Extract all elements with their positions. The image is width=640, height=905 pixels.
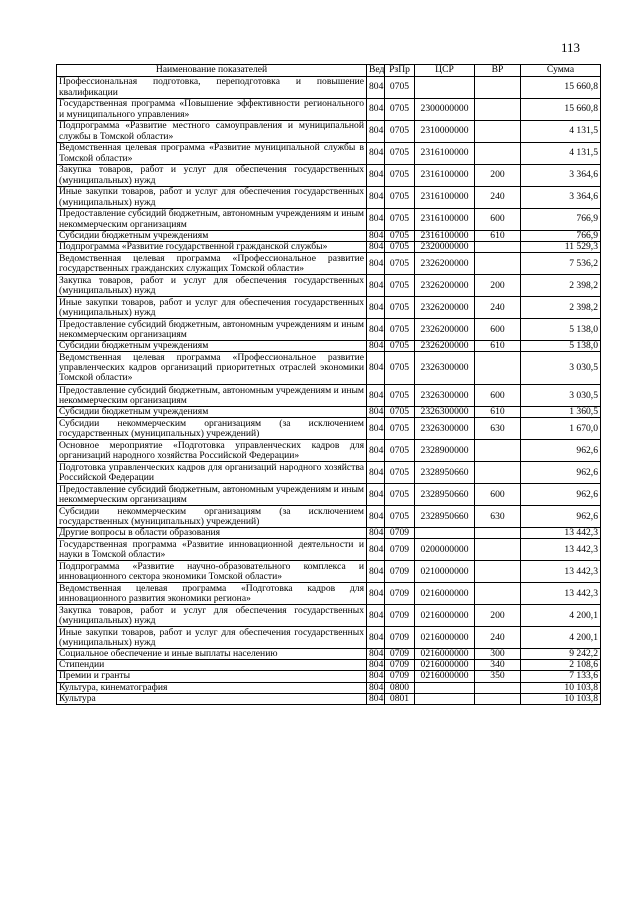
cell-ved: 804	[367, 297, 385, 319]
cell-sum: 13 442,3	[521, 561, 601, 583]
cell-vr	[475, 352, 521, 385]
cell-csr: 2326200000	[415, 275, 475, 297]
table-row	[57, 352, 601, 385]
cell-name: Предоставление субсидий бюджетным, автономным учреждениям и иным некоммерческим организациям	[57, 385, 367, 407]
cell-vr: 200	[475, 605, 521, 627]
cell-ved: 804	[367, 671, 385, 682]
cell-sum: 11 529,3	[521, 242, 601, 253]
cell-rzpr: 0709	[385, 627, 415, 649]
cell-ved: 804	[367, 275, 385, 297]
cell-name: Государственная программа «Развитие инновационной деятельности и науки в Томской области»	[57, 539, 367, 561]
cell-csr: 0216000000	[415, 671, 475, 682]
cell-csr: 2300000000	[415, 99, 475, 121]
cell-name: Профессиональная подготовка, переподготовка и повышение квалификации	[57, 77, 367, 99]
cell-vr: 630	[475, 506, 521, 528]
cell-sum: 13 442,3	[521, 528, 601, 539]
cell-sum: 4 200,1	[521, 627, 601, 649]
cell-vr: 300	[475, 649, 521, 660]
cell-ved: 804	[367, 341, 385, 352]
cell-ved: 804	[367, 660, 385, 671]
cell-sum: 2 398,2	[521, 275, 601, 297]
cell-name: Предоставление субсидий бюджетным, автономным учреждениям и иным некоммерческим организациям	[57, 484, 367, 506]
cell-csr: 2326300000	[415, 418, 475, 440]
table-row	[57, 605, 601, 627]
header-sum: Сумма	[521, 65, 601, 77]
cell-rzpr: 0709	[385, 660, 415, 671]
cell-vr: 600	[475, 385, 521, 407]
table-row	[57, 99, 601, 121]
cell-vr	[475, 121, 521, 143]
cell-vr: 610	[475, 341, 521, 352]
cell-rzpr: 0709	[385, 649, 415, 660]
cell-sum: 7 133,6	[521, 671, 601, 682]
cell-name: Ведомственная целевая программа «Профессиональное развитие управленческих кадров организаций приоритетных отраслей экономики Томской области»	[57, 352, 367, 385]
cell-ved: 804	[367, 506, 385, 528]
cell-name: Ведомственная целевая программа «Профессиональное развитие государственных гражданских служащих Томской области»	[57, 253, 367, 275]
table-body	[57, 77, 601, 705]
cell-name: Стипендии	[57, 660, 367, 671]
cell-sum: 962,6	[521, 484, 601, 506]
cell-rzpr: 0705	[385, 341, 415, 352]
cell-name: Подпрограмма «Развитие научно-образовательного комплекса и инновационного сектора экономики Томской области»	[57, 561, 367, 583]
cell-sum: 3 030,5	[521, 352, 601, 385]
table-row	[57, 561, 601, 583]
table-row	[57, 242, 601, 253]
cell-sum: 2 398,2	[521, 297, 601, 319]
cell-vr: 610	[475, 231, 521, 242]
table-row	[57, 253, 601, 275]
cell-ved: 804	[367, 165, 385, 187]
cell-ved: 804	[367, 649, 385, 660]
table-row	[57, 660, 601, 671]
cell-ved: 804	[367, 143, 385, 165]
table-row	[57, 418, 601, 440]
cell-name: Субсидии бюджетным учреждениям	[57, 231, 367, 242]
cell-name: Закупка товаров, работ и услуг для обеспечения государственных (муниципальных) нужд	[57, 165, 367, 187]
header-vr: ВР	[475, 65, 521, 77]
cell-sum: 1 670,0	[521, 418, 601, 440]
cell-sum: 7 536,2	[521, 253, 601, 275]
cell-name: Субсидии некоммерческим организациям (за исключением государственных (муниципальных) учреждений)	[57, 506, 367, 528]
table-row	[57, 484, 601, 506]
cell-vr	[475, 561, 521, 583]
cell-vr	[475, 242, 521, 253]
cell-rzpr: 0705	[385, 319, 415, 341]
cell-sum: 3 364,6	[521, 187, 601, 209]
cell-ved: 804	[367, 121, 385, 143]
cell-vr: 340	[475, 660, 521, 671]
cell-rzpr: 0705	[385, 440, 415, 462]
cell-sum: 962,6	[521, 462, 601, 484]
cell-name: Культура	[57, 693, 367, 704]
cell-name: Социальное обеспечение и иные выплаты населению	[57, 649, 367, 660]
cell-vr	[475, 99, 521, 121]
cell-sum: 5 138,0	[521, 319, 601, 341]
cell-csr: 2328950660	[415, 506, 475, 528]
cell-name: Подпрограмма «Развитие государственной гражданской службы»	[57, 242, 367, 253]
table-row	[57, 297, 601, 319]
cell-csr: 2320000000	[415, 242, 475, 253]
cell-name: Ведомственная целевая программа «Подготовка кадров для инновационного развития экономики региона»	[57, 583, 367, 605]
cell-vr: 240	[475, 297, 521, 319]
cell-rzpr: 0705	[385, 253, 415, 275]
cell-csr: 0200000000	[415, 539, 475, 561]
cell-ved: 804	[367, 385, 385, 407]
cell-rzpr: 0801	[385, 693, 415, 704]
cell-vr	[475, 462, 521, 484]
cell-ved: 804	[367, 253, 385, 275]
cell-sum: 10 103,8	[521, 682, 601, 693]
cell-name: Иные закупки товаров, работ и услуг для обеспечения государственных (муниципальных) нужд	[57, 297, 367, 319]
cell-csr: 2316100000	[415, 165, 475, 187]
cell-csr: 2326300000	[415, 385, 475, 407]
cell-name: Предоставление субсидий бюджетным, автономным учреждениям и иным некоммерческим организациям	[57, 319, 367, 341]
cell-vr: 600	[475, 209, 521, 231]
table-row	[57, 671, 601, 682]
cell-rzpr: 0705	[385, 121, 415, 143]
cell-rzpr: 0705	[385, 352, 415, 385]
cell-vr: 200	[475, 165, 521, 187]
table-row	[57, 539, 601, 561]
cell-vr: 610	[475, 407, 521, 418]
cell-csr: 2316100000	[415, 187, 475, 209]
table-row	[57, 187, 601, 209]
cell-ved: 804	[367, 539, 385, 561]
cell-ved: 804	[367, 352, 385, 385]
cell-rzpr: 0705	[385, 165, 415, 187]
table-row	[57, 143, 601, 165]
table-row	[57, 462, 601, 484]
cell-rzpr: 0705	[385, 506, 415, 528]
cell-csr: 2326200000	[415, 253, 475, 275]
cell-name: Культура, кинематография	[57, 682, 367, 693]
cell-csr: 0216000000	[415, 627, 475, 649]
cell-sum: 2 108,6	[521, 660, 601, 671]
cell-sum: 13 442,3	[521, 539, 601, 561]
table-row	[57, 693, 601, 704]
table-row	[57, 121, 601, 143]
cell-sum: 5 138,0	[521, 341, 601, 352]
cell-name: Основное мероприятие «Подготовка управленческих кадров для организаций народного хозяйства Российской Федерации»	[57, 440, 367, 462]
header-csr: ЦСР	[415, 65, 475, 77]
cell-vr	[475, 528, 521, 539]
cell-name: Подпрограмма «Развитие местного самоуправления и муниципальной службы в Томской области»	[57, 121, 367, 143]
cell-sum: 1 360,5	[521, 407, 601, 418]
cell-vr	[475, 583, 521, 605]
cell-csr	[415, 528, 475, 539]
cell-rzpr: 0705	[385, 77, 415, 99]
cell-rzpr: 0705	[385, 484, 415, 506]
cell-ved: 804	[367, 583, 385, 605]
cell-name: Субсидии бюджетным учреждениям	[57, 407, 367, 418]
cell-vr: 600	[475, 484, 521, 506]
cell-csr: 2326300000	[415, 352, 475, 385]
cell-csr: 2310000000	[415, 121, 475, 143]
budget-table	[56, 64, 601, 705]
cell-vr: 600	[475, 319, 521, 341]
table-row	[57, 77, 601, 99]
cell-csr: 0216000000	[415, 660, 475, 671]
cell-rzpr: 0705	[385, 297, 415, 319]
table-row	[57, 506, 601, 528]
cell-sum: 766,9	[521, 231, 601, 242]
cell-ved: 804	[367, 77, 385, 99]
cell-name: Иные закупки товаров, работ и услуг для обеспечения государственных (муниципальных) нужд	[57, 627, 367, 649]
cell-csr: 0216000000	[415, 649, 475, 660]
cell-name: Государственная программа «Повышение эффективности регионального и муниципального управления»	[57, 99, 367, 121]
table-row	[57, 165, 601, 187]
cell-ved: 804	[367, 484, 385, 506]
header-rzpr: РзПр	[385, 65, 415, 77]
cell-name: Предоставление субсидий бюджетным, автономным учреждениям и иным некоммерческим организациям	[57, 209, 367, 231]
table-row	[57, 319, 601, 341]
cell-name: Субсидии бюджетным учреждениям	[57, 341, 367, 352]
cell-sum: 962,6	[521, 440, 601, 462]
table-row	[57, 209, 601, 231]
cell-ved: 804	[367, 682, 385, 693]
cell-ved: 804	[367, 99, 385, 121]
table-row	[57, 275, 601, 297]
cell-rzpr: 0705	[385, 231, 415, 242]
cell-rzpr: 0705	[385, 99, 415, 121]
cell-sum: 4 131,5	[521, 121, 601, 143]
cell-csr: 2326200000	[415, 297, 475, 319]
cell-ved: 804	[367, 231, 385, 242]
cell-rzpr: 0705	[385, 242, 415, 253]
cell-vr	[475, 693, 521, 704]
cell-vr: 350	[475, 671, 521, 682]
table-row	[57, 231, 601, 242]
cell-ved: 804	[367, 209, 385, 231]
cell-name: Закупка товаров, работ и услуг для обеспечения государственных (муниципальных) нужд	[57, 275, 367, 297]
cell-vr	[475, 440, 521, 462]
cell-name: Закупка товаров, работ и услуг для обеспечения государственных (муниципальных) нужд	[57, 605, 367, 627]
header-name: Наименование показателей	[57, 65, 367, 77]
cell-csr: 2316100000	[415, 231, 475, 242]
cell-vr	[475, 143, 521, 165]
cell-csr: 2328950660	[415, 462, 475, 484]
cell-csr: 0216000000	[415, 583, 475, 605]
cell-ved: 804	[367, 407, 385, 418]
cell-vr: 630	[475, 418, 521, 440]
table-row	[57, 649, 601, 660]
cell-rzpr: 0709	[385, 528, 415, 539]
cell-name: Другие вопросы в области образования	[57, 528, 367, 539]
cell-name: Премии и гранты	[57, 671, 367, 682]
cell-csr: 2316100000	[415, 209, 475, 231]
header-ved: Вед	[367, 65, 385, 77]
cell-csr: 2326200000	[415, 341, 475, 352]
cell-csr: 2326300000	[415, 407, 475, 418]
cell-rzpr: 0709	[385, 561, 415, 583]
cell-rzpr: 0705	[385, 407, 415, 418]
cell-ved: 804	[367, 440, 385, 462]
cell-sum: 13 442,3	[521, 583, 601, 605]
cell-ved: 804	[367, 693, 385, 704]
table-row	[57, 682, 601, 693]
cell-csr	[415, 77, 475, 99]
cell-rzpr: 0705	[385, 385, 415, 407]
cell-csr: 2326200000	[415, 319, 475, 341]
cell-rzpr: 0709	[385, 539, 415, 561]
cell-sum: 962,6	[521, 506, 601, 528]
cell-rzpr: 0705	[385, 187, 415, 209]
cell-sum: 3 364,6	[521, 165, 601, 187]
cell-csr: 2328950660	[415, 484, 475, 506]
cell-vr	[475, 77, 521, 99]
cell-name: Ведомственная целевая программа «Развитие муниципальной службы в Томской области»	[57, 143, 367, 165]
table-row	[57, 627, 601, 649]
cell-rzpr: 0709	[385, 671, 415, 682]
cell-rzpr: 0709	[385, 583, 415, 605]
cell-name: Подготовка управленческих кадров для организаций народного хозяйства Российской Федерации	[57, 462, 367, 484]
cell-rzpr: 0705	[385, 275, 415, 297]
cell-ved: 804	[367, 242, 385, 253]
page-number: 113	[561, 40, 581, 55]
table-row	[57, 528, 601, 539]
cell-ved: 804	[367, 528, 385, 539]
cell-ved: 804	[367, 187, 385, 209]
cell-name: Субсидии некоммерческим организациям (за исключением государственных (муниципальных) учреждений)	[57, 418, 367, 440]
cell-sum: 10 103,8	[521, 693, 601, 704]
cell-sum: 4 131,5	[521, 143, 601, 165]
cell-sum: 15 660,8	[521, 99, 601, 121]
table-row	[57, 341, 601, 352]
cell-ved: 804	[367, 605, 385, 627]
cell-ved: 804	[367, 561, 385, 583]
cell-sum: 3 030,5	[521, 385, 601, 407]
cell-csr: 2328900000	[415, 440, 475, 462]
cell-ved: 804	[367, 319, 385, 341]
cell-name: Иные закупки товаров, работ и услуг для обеспечения государственных (муниципальных) нужд	[57, 187, 367, 209]
cell-vr	[475, 682, 521, 693]
table-header	[57, 65, 601, 77]
cell-csr	[415, 682, 475, 693]
cell-ved: 804	[367, 627, 385, 649]
cell-rzpr: 0705	[385, 462, 415, 484]
cell-ved: 804	[367, 418, 385, 440]
cell-csr	[415, 693, 475, 704]
cell-vr: 200	[475, 275, 521, 297]
table-row	[57, 407, 601, 418]
cell-rzpr: 0709	[385, 605, 415, 627]
table-row	[57, 440, 601, 462]
cell-csr: 0210000000	[415, 561, 475, 583]
cell-ved: 804	[367, 462, 385, 484]
cell-vr: 240	[475, 627, 521, 649]
cell-csr: 2316100000	[415, 143, 475, 165]
cell-csr: 0216000000	[415, 605, 475, 627]
cell-rzpr: 0705	[385, 209, 415, 231]
table-row	[57, 583, 601, 605]
cell-sum: 766,9	[521, 209, 601, 231]
cell-sum: 4 200,1	[521, 605, 601, 627]
cell-rzpr: 0705	[385, 143, 415, 165]
cell-sum: 15 660,8	[521, 77, 601, 99]
cell-rzpr: 0800	[385, 682, 415, 693]
cell-vr: 240	[475, 187, 521, 209]
table-row	[57, 385, 601, 407]
cell-sum: 9 242,2	[521, 649, 601, 660]
cell-vr	[475, 253, 521, 275]
cell-vr	[475, 539, 521, 561]
cell-rzpr: 0705	[385, 418, 415, 440]
